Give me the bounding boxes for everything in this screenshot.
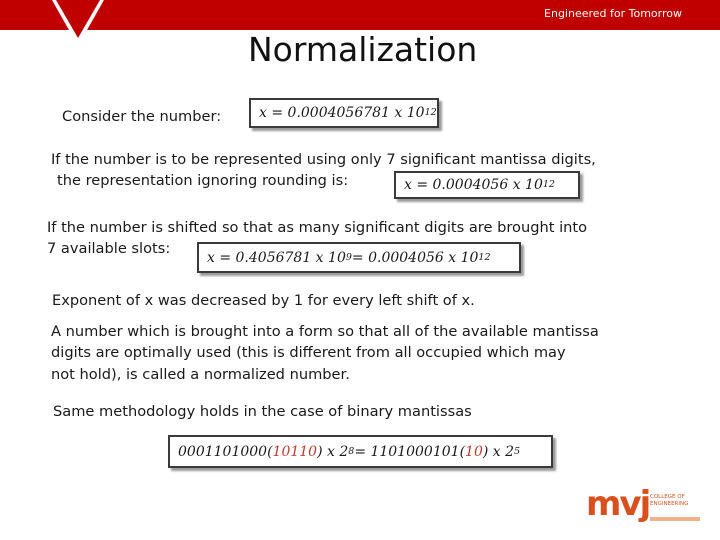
binary-mantissa-box: 0001101000( 10110 ) x 2 8 = 1101000101( 10 ) x 2 5 — [168, 435, 553, 468]
paragraph-2-line-1: If the number is shifted so that as many significant digits are brought into — [47, 219, 588, 236]
seven-digit-value: x = 0.0004056 x 10 — [404, 177, 543, 193]
normalized-part-1: x = 0.4056781 x 10 — [207, 249, 346, 266]
normalized-box: x = 0.4056781 x 10 9 = 0.0004056 x 10 12 — [197, 242, 521, 273]
normalized-part-2: = 0.0004056 x 10 — [351, 249, 479, 266]
slide-title: Normalization — [248, 30, 478, 69]
number-mantissa: 0.0004056781 x 10 — [287, 105, 425, 121]
binary-a: 0001101000( — [178, 443, 273, 460]
chevron-decoration-icon — [52, 0, 104, 48]
header-tagline: Engineered for Tomorrow — [544, 7, 682, 20]
logo-side-line-1: COLLEGE OF — [650, 494, 685, 500]
paragraph-1-line-2: the representation ignoring rounding is: — [57, 172, 349, 189]
paragraph-5: Same methodology holds in the case of binary mantissas — [53, 403, 472, 420]
paragraph-1-line-1: If the number is to be represented using only 7 significant mantissa digits, — [51, 151, 596, 168]
number-box: x = 0.0004056781 x 10 12 — [249, 98, 439, 128]
binary-c-highlight: 10 — [465, 443, 483, 460]
consider-label: Consider the number: — [62, 108, 222, 125]
binary-b: ) x 2 — [317, 443, 349, 460]
header-band — [0, 0, 720, 30]
paragraph-3: Exponent of x was decreased by 1 for every left shift of x. — [52, 292, 475, 309]
logo-mark: mvj — [586, 484, 650, 524]
binary-a-highlight: 10110 — [272, 443, 318, 460]
paragraph-2-line-2: 7 available slots: — [47, 240, 171, 257]
logo-side-text — [650, 494, 708, 508]
binary-c: = 1101000101( — [354, 443, 466, 460]
logo-underline — [650, 517, 700, 521]
seven-digit-box: x = 0.0004056 x 10 12 — [394, 171, 580, 199]
paragraph-4-line-1: A number which is brought into a form so that all of the available mantissa — [51, 323, 599, 340]
logo-side-line-2: ENGINEERING — [650, 501, 689, 507]
binary-d: ) x 2 — [482, 443, 515, 460]
paragraph-4-line-2: digits are optimally used (this is different from all occupied which may — [51, 344, 566, 361]
number-lhs: x = — [259, 105, 284, 121]
paragraph-4-line-3: not hold), is called a normalized number. — [51, 366, 350, 383]
